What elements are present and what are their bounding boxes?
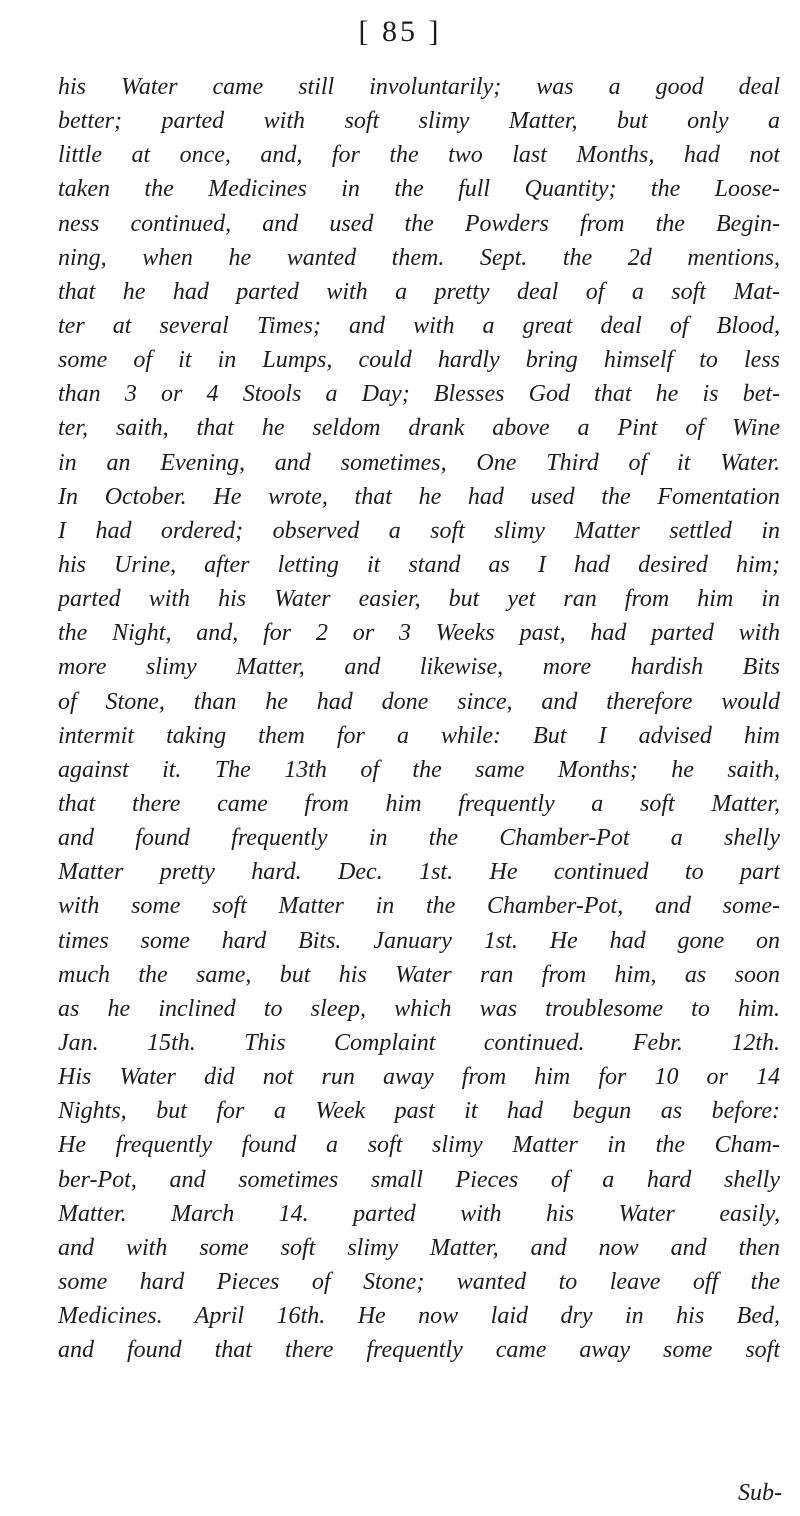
text-line: parted with his Water easier, but yet ran from him in: [58, 586, 780, 613]
text-line: In October. He wrote, that he had used the Fomentation: [58, 483, 780, 510]
text-line: more slimy Matter, and likewise, more hardish Bits: [58, 654, 780, 681]
text-line: ning, when he wanted them. Sept. the 2d mentions,: [58, 244, 780, 271]
text-line: Matter pretty hard. Dec. 1st. He continued to part: [58, 859, 780, 886]
text-line: the Night, and, for 2 or 3 Weeks past, had parted with: [58, 620, 780, 647]
text-line: some hard Pieces of Stone; wanted to leave off the: [58, 1268, 780, 1295]
text-line: better; parted with soft slimy Matter, but only a: [58, 108, 780, 135]
text-line: with some soft Matter in the Chamber-Pot, and some-: [58, 893, 780, 920]
text-line: and with some soft slimy Matter, and now and then: [58, 1234, 780, 1261]
body-text: [58, 70, 780, 1367]
text-line: of Stone, than he had done since, and therefore would: [58, 688, 780, 715]
text-line: intermit taking them for a while: But I advised him: [58, 722, 780, 749]
text-line: times some hard Bits. January 1st. He had gone on: [58, 927, 780, 954]
text-line: his Water came still involuntarily; was a good deal: [58, 74, 780, 100]
text-line: Matter. March 14. parted with his Water easily,: [58, 1200, 780, 1227]
text-line: His Water did not run away from him for 10 or 14: [58, 1064, 780, 1091]
text-line: ter, saith, that he seldom drank above a Pint of Wine: [58, 415, 780, 442]
text-line: Nights, but for a Week past it had begun as before:: [58, 1098, 780, 1125]
text-line: Medicines. April 16th. He now laid dry in his Bed,: [58, 1303, 780, 1330]
text-line: ter at several Times; and with a great deal of Blood,: [58, 312, 780, 339]
text-line: some of it in Lumps, could hardly bring himself to less: [58, 347, 780, 374]
text-line: his Urine, after letting it stand as I had desired him;: [58, 551, 780, 578]
text-line: I had ordered; observed a soft slimy Matter settled in: [58, 517, 780, 544]
text-line: ber-Pot, and sometimes small Pieces of a hard shelly: [58, 1166, 780, 1193]
text-line: than 3 or 4 Stools a Day; Blesses God that he is bet-: [58, 381, 780, 408]
text-line: taken the Medicines in the full Quantity; the Loose-: [58, 176, 780, 203]
text-line: and found frequently in the Chamber-Pot a shelly: [58, 825, 780, 852]
text-line: He frequently found a soft slimy Matter in the Cham-: [58, 1132, 780, 1159]
text-line: ness continued, and used the Powders from the Begin-: [58, 210, 780, 237]
text-line: against it. The 13th of the same Months; he saith,: [58, 756, 780, 783]
text-line: as he inclined to sleep, which was troublesome to him.: [58, 995, 780, 1022]
text-line: and found that there frequently came away some soft: [58, 1337, 780, 1364]
page-number: [ 85 ]: [358, 15, 442, 48]
text-line: Jan. 15th. This Complaint continued. Febr. 12th.: [58, 1029, 780, 1056]
text-line: in an Evening, and sometimes, One Third of it Water.: [58, 449, 780, 476]
text-line: little at once, and, for the two last Months, had not: [58, 142, 780, 169]
text-line: that he had parted with a pretty deal of a soft Mat-: [58, 278, 780, 305]
text-line: much the same, but his Water ran from him, as soon: [58, 961, 780, 988]
catchword: Sub-: [738, 1480, 782, 1506]
text-line: that there came from him frequently a soft Matter,: [58, 790, 780, 817]
